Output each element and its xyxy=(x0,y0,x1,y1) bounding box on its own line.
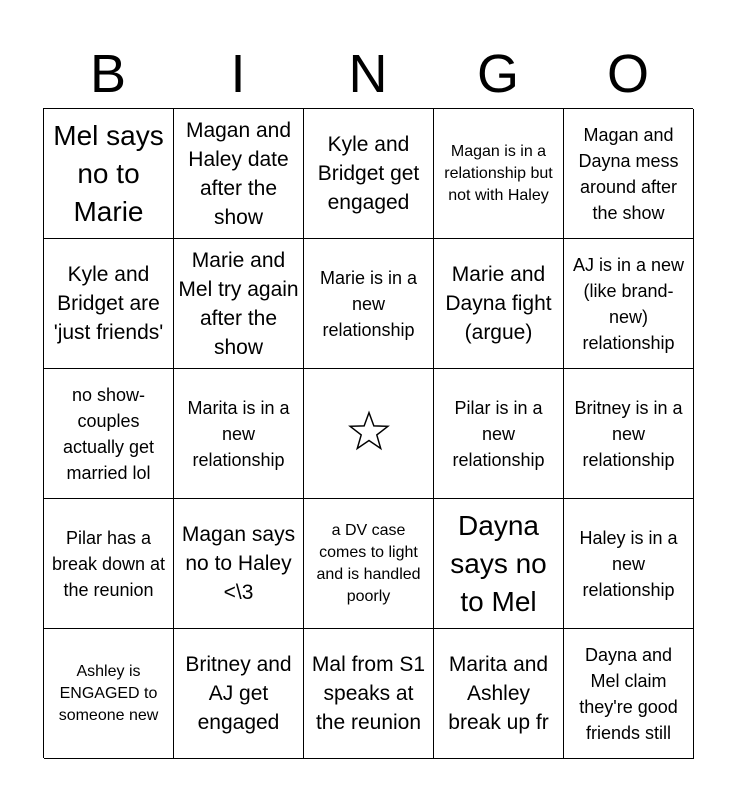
bingo-cell[interactable] xyxy=(434,629,564,759)
bingo-board xyxy=(43,108,693,758)
cell-text: Magan is in a relationship but not with Haley xyxy=(444,142,553,204)
cell-text: Ashley is ENGAGED to someone new xyxy=(58,662,159,724)
bingo-cell[interactable] xyxy=(174,369,304,499)
bingo-cell[interactable] xyxy=(174,499,304,629)
bingo-cell[interactable] xyxy=(304,239,434,369)
cell-text: Kyle and Bridget are 'just friends' xyxy=(53,263,164,344)
cell-text: Dayna and Mel claim they're good friends still xyxy=(579,644,678,743)
bingo-cell[interactable] xyxy=(564,369,694,499)
cell-text: no show-couples actually get married lol xyxy=(62,384,155,483)
cell-text: AJ is in a new (like brand-new) relationship xyxy=(572,254,685,353)
cell-text: Britney and AJ get engaged xyxy=(185,653,292,734)
cell-text: Magan and Haley date after the show xyxy=(185,118,292,229)
bingo-cell[interactable] xyxy=(44,369,174,499)
bingo-cell[interactable] xyxy=(434,499,564,629)
bingo-cell[interactable] xyxy=(564,239,694,369)
cell-text: Marie and Mel try again after the show xyxy=(178,248,299,359)
header-letter-b: B xyxy=(89,44,127,104)
bingo-cell[interactable] xyxy=(304,629,434,759)
cell-text: Dayna says no to Mel xyxy=(450,509,547,617)
cell-text: Haley is in a new relationship xyxy=(579,527,678,600)
bingo-cell[interactable] xyxy=(304,499,434,629)
bingo-cell[interactable] xyxy=(44,499,174,629)
cell-text: Kyle and Bridget get engaged xyxy=(317,133,420,214)
cell-text: Marie and Dayna fight (argue) xyxy=(445,263,552,344)
bingo-cell[interactable] xyxy=(44,239,174,369)
cell-text: Britney is in a new relationship xyxy=(574,397,683,470)
cell-text: Pilar is in a new relationship xyxy=(452,397,545,470)
cell-text: Pilar has a break down at the reunion xyxy=(51,527,166,600)
cell-text: a DV case comes to light and is handled poorly xyxy=(316,521,421,605)
cell-text: Marie is in a new relationship xyxy=(319,267,418,340)
free-space-cell[interactable] xyxy=(304,369,434,499)
cell-text: Marita and Ashley break up fr xyxy=(448,653,549,734)
cell-text: Mal from S1 speaks at the reunion xyxy=(311,653,426,734)
cell-text: Magan and Dayna mess around after the show xyxy=(578,124,679,223)
star-icon xyxy=(347,409,391,458)
bingo-cell[interactable] xyxy=(564,499,694,629)
bingo-cell[interactable] xyxy=(44,629,174,759)
cell-text: Magan says no to Haley <\3 xyxy=(181,523,296,604)
header-letter-g: G xyxy=(476,44,519,104)
bingo-cell[interactable] xyxy=(564,109,694,239)
cell-text: Mel says no to Marie xyxy=(53,119,164,227)
cell-text: Marita is in a new relationship xyxy=(187,397,290,470)
bingo-header xyxy=(43,40,693,108)
bingo-cell[interactable] xyxy=(174,109,304,239)
header-letter-o: O xyxy=(606,44,649,104)
bingo-cell[interactable] xyxy=(304,109,434,239)
bingo-cell[interactable] xyxy=(44,109,174,239)
bingo-cell[interactable] xyxy=(174,629,304,759)
bingo-cell[interactable] xyxy=(174,239,304,369)
header-letter-i: I xyxy=(230,44,246,104)
bingo-cell[interactable] xyxy=(564,629,694,759)
header-letter-n: N xyxy=(348,44,388,104)
bingo-cell[interactable] xyxy=(434,109,564,239)
bingo-cell[interactable] xyxy=(434,369,564,499)
bingo-cell[interactable] xyxy=(434,239,564,369)
